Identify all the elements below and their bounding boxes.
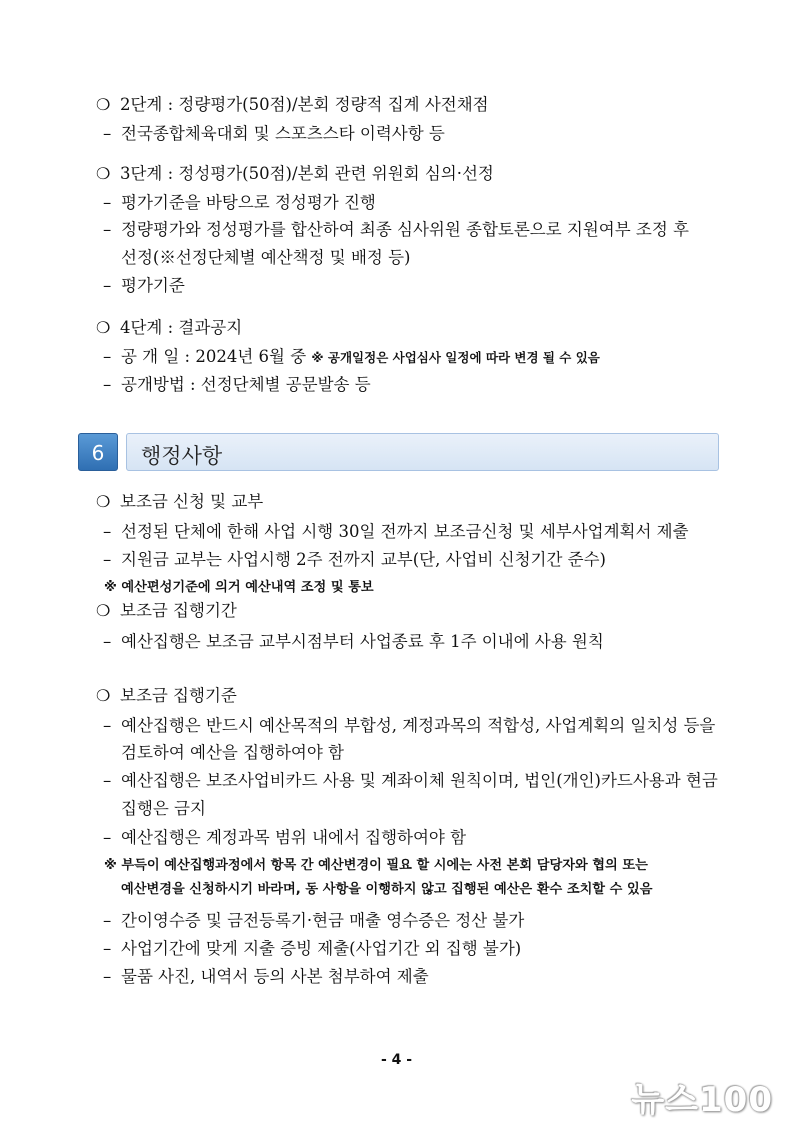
stage4-title: 4단계 : 결과공지	[120, 318, 243, 337]
stage3-title: 3단계 : 정성평가(50점)/본회 관련 위원회 심의·선정	[120, 164, 494, 183]
subsidy-standard-heading: ❍ 보조금 집행기준	[96, 686, 237, 705]
subsidy-standard-note-1: ※ 부득이 예산집행과정에서 항목 간 예산변경이 필요 할 시에는 사전 본회 담당자와 협의 또는	[104, 858, 648, 873]
dash-bullet-icon: –	[103, 220, 112, 239]
circle-bullet-icon: ❍	[96, 686, 111, 705]
circle-bullet-icon: ❍	[96, 318, 111, 337]
subsidy-standard-item-3: – 예산집행은 계정과목 범위 내에서 집행하여야 함	[103, 828, 467, 847]
subsidy-apply-item-1: – 선정된 단체에 한해 사업 시행 30일 전까지 보조금신청 및 세부사업계획서 제출	[103, 522, 689, 541]
dash-bullet-icon: –	[103, 939, 112, 958]
section-header	[78, 433, 719, 471]
dash-bullet-icon: –	[103, 911, 112, 930]
circle-bullet-icon: ❍	[96, 164, 111, 183]
stage3-item-1: – 평가기준을 바탕으로 정성평가 진행	[103, 193, 376, 212]
subsidy-standard-item-5: – 사업기간에 맞게 지출 증빙 제출(사업기간 외 집행 불가)	[103, 939, 522, 958]
stage4-item-1: – 공 개 일 : 2024년 6월 중 ※ 공개일정은 사업심사 일정에 따라 변경 될 수 있음	[103, 347, 600, 366]
circle-bullet-icon: ❍	[96, 95, 111, 114]
page-number: - 4 -	[380, 1052, 413, 1068]
dash-bullet-icon: –	[103, 522, 112, 541]
stage2-title: 2단계 : 정량평가(50점)/본회 정량적 집계 사전채점	[120, 95, 489, 114]
subsidy-standard-item-2-cont: 집행은 금지	[121, 799, 206, 818]
subsidy-period-heading: ❍ 보조금 집행기간	[96, 601, 237, 620]
subsidy-standard-item-2: – 예산집행은 보조사업비카드 사용 및 계좌이체 원칙이며, 법인(개인)카드사용과 현금	[103, 771, 718, 790]
stage3-item-3: – 평가기준	[103, 276, 185, 295]
dash-bullet-icon: –	[103, 193, 112, 212]
stage3-heading	[96, 164, 494, 184]
dash-bullet-icon: –	[103, 550, 112, 569]
dash-bullet-icon: –	[103, 716, 112, 735]
subsidy-standard-item-4: – 간이영수증 및 금전등록기·현금 매출 영수증은 정산 불가	[103, 911, 525, 930]
section-title: 행정사항	[141, 444, 223, 468]
stage4-heading	[96, 318, 242, 338]
subsidy-apply-heading: ❍ 보조금 신청 및 교부	[96, 492, 264, 511]
subsidy-standard-item-1: – 예산집행은 반드시 예산목적의 부합성, 계정과목의 적합성, 사업계획의 일치성 등을	[103, 716, 716, 735]
stage2-heading	[96, 95, 489, 115]
dash-bullet-icon: –	[103, 375, 112, 394]
dash-bullet-icon: –	[103, 124, 112, 143]
stage2-item: – 전국종합체육대회 및 스포츠스타 이력사항 등	[103, 124, 445, 143]
stage4-item-2: – 공개방법 : 선정단체별 공문발송 등	[103, 375, 371, 394]
subsidy-apply-item-2: – 지원금 교부는 사업시행 2주 전까지 교부(단, 사업비 신청기간 준수)	[103, 550, 606, 569]
stage3-item-2-cont: 선정(※선정단체별 예산책정 및 배정 등)	[121, 248, 411, 267]
subsidy-standard-note-2: 예산변경을 신청하시기 바라며, 동 사항을 이행하지 않고 집행된 예산은 환수 조치할 수 있음	[121, 882, 653, 897]
section-title-box	[126, 433, 719, 471]
subsidy-standard-item-1-cont: 검토하여 예산을 집행하여야 함	[121, 743, 344, 762]
watermark-logo: 뉴스100	[631, 1080, 773, 1120]
dash-bullet-icon: –	[103, 967, 112, 986]
dash-bullet-icon: –	[103, 347, 112, 366]
stage4-schedule-note: ※ 공개일정은 사업심사 일정에 따라 변경 될 수 있음	[311, 350, 600, 365]
circle-bullet-icon: ❍	[96, 601, 111, 620]
dash-bullet-icon: –	[103, 828, 112, 847]
dash-bullet-icon: –	[103, 632, 112, 651]
section-number: 6	[78, 433, 118, 471]
dash-bullet-icon: –	[103, 276, 112, 295]
dash-bullet-icon: –	[103, 771, 112, 790]
subsidy-apply-note: ※ 예산편성기준에 의거 예산내역 조정 및 통보	[104, 580, 374, 595]
stage3-item-2: – 정량평가와 정성평가를 합산하여 최종 심사위원 종합토론으로 지원여부 조정 후	[103, 220, 689, 239]
subsidy-standard-item-6: – 물품 사진, 내역서 등의 사본 첨부하여 제출	[103, 967, 429, 986]
subsidy-period-item-1: – 예산집행은 보조금 교부시점부터 사업종료 후 1주 이내에 사용 원칙	[103, 632, 604, 651]
circle-bullet-icon: ❍	[96, 492, 111, 511]
